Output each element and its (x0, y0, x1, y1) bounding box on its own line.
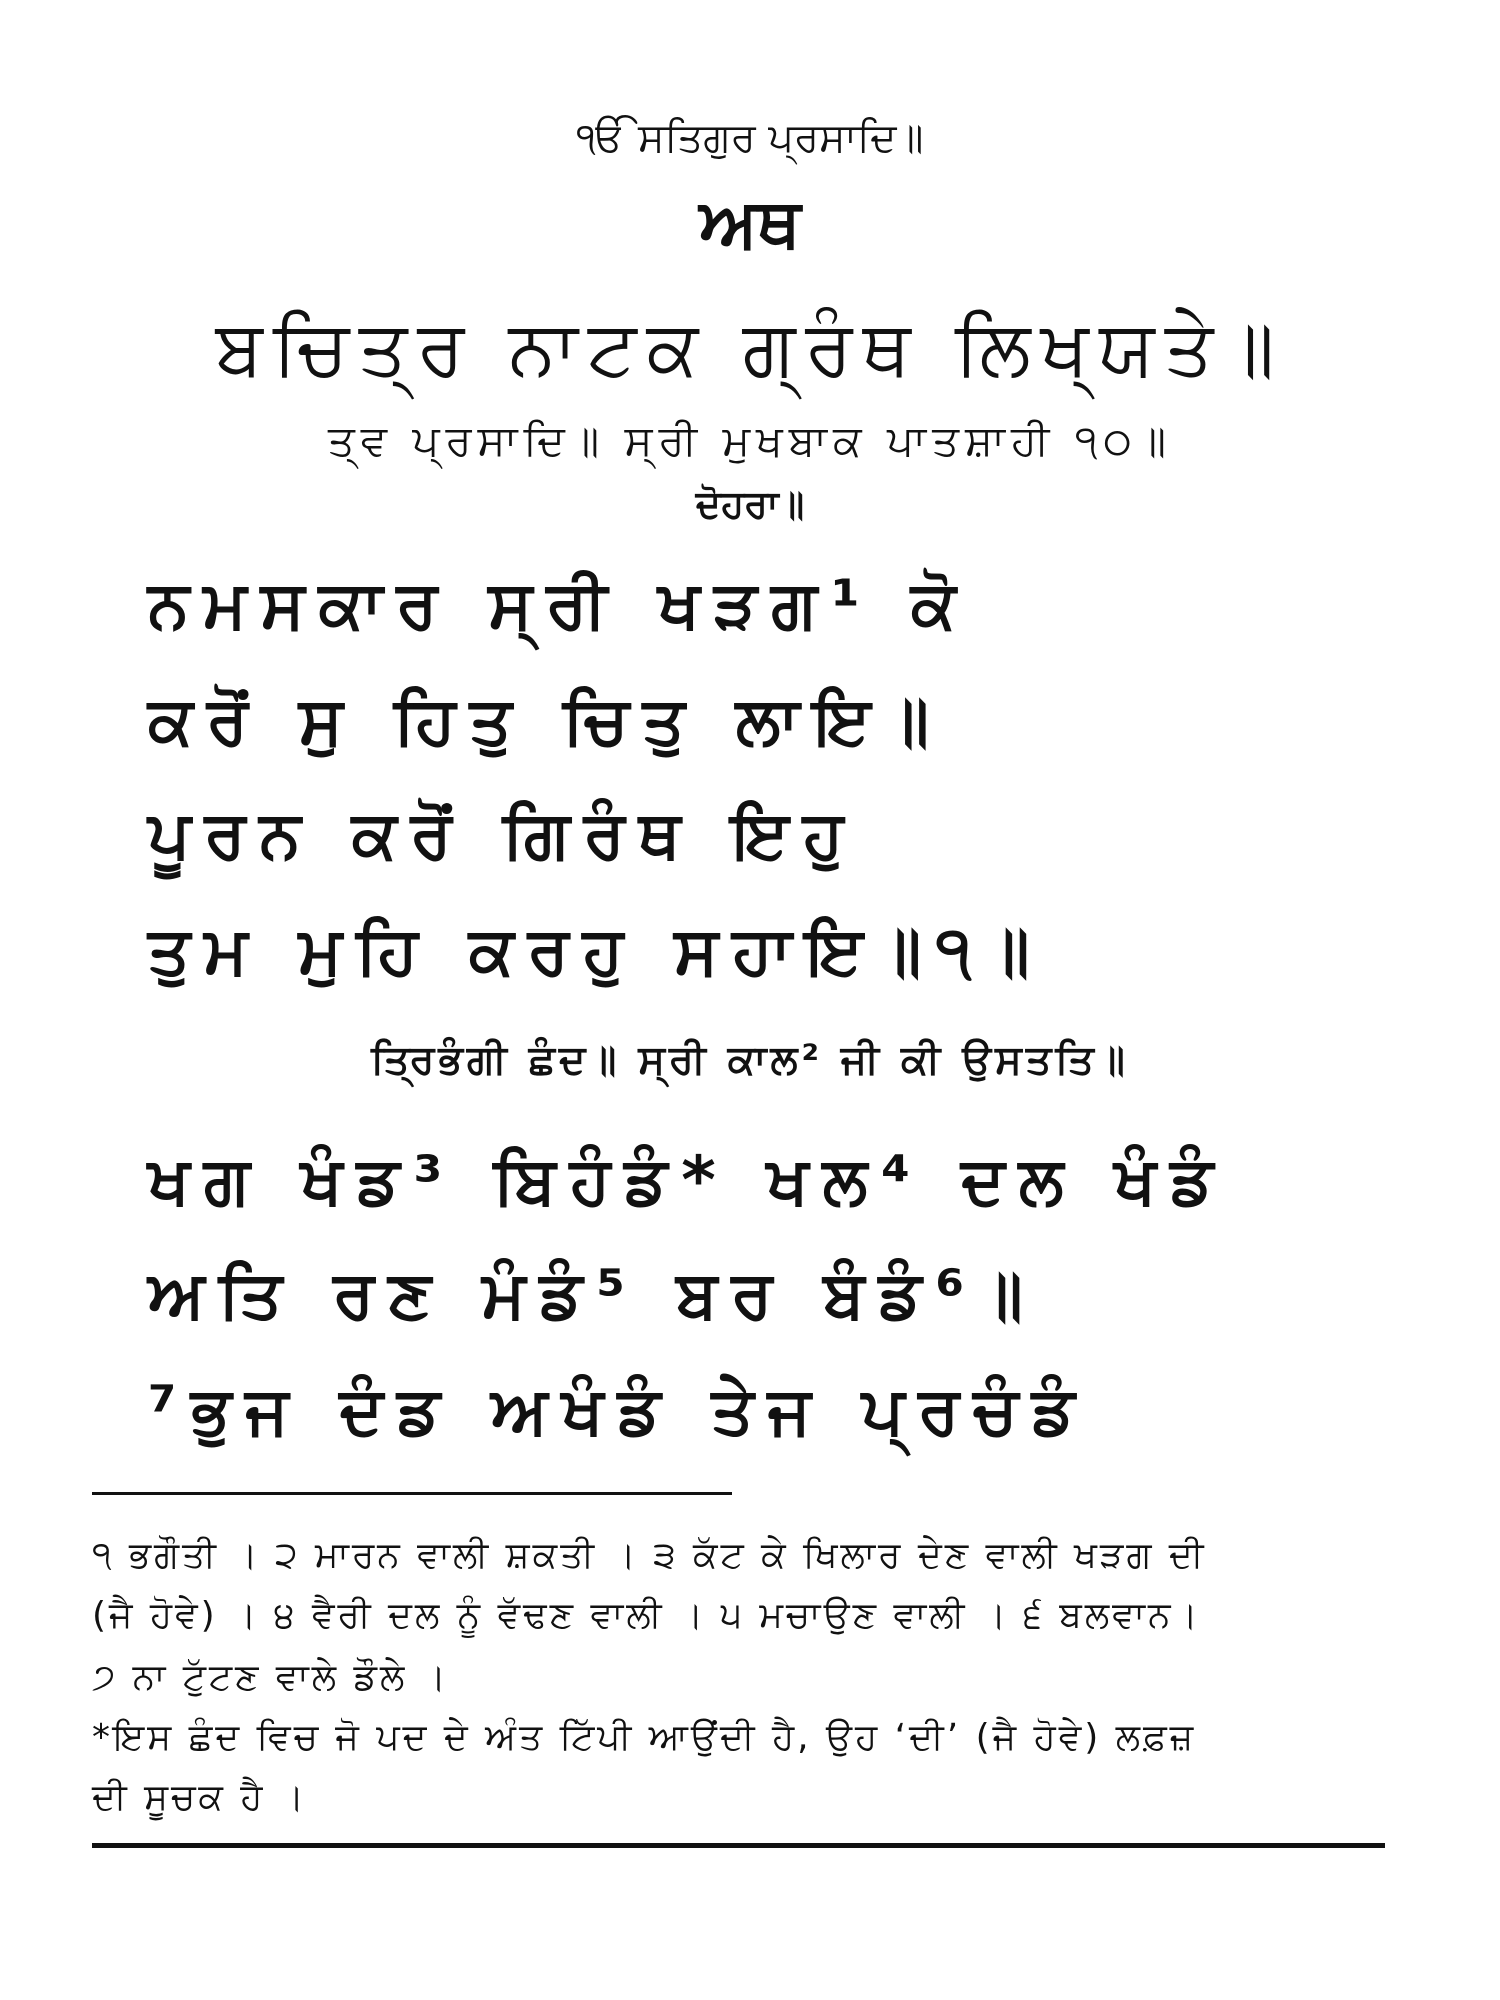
footnote-line: ੭ ਨਾ ਟੁੱਟਣ ਵਾਲੇ ਡੌਲੇ । (92, 1657, 449, 1698)
verse-line: ਪੂਰਨ ਕਰੋਂ ਗਿਰੰਥ ਇਹੁ (148, 796, 858, 873)
mool-mantar: ੴ ਸਤਿਗੁਰ ਪ੍ਰਸਾਦਿ॥ (576, 115, 924, 161)
page-title: ਬਚਿਤ੍ਰ ਨਾਟਕ ਗ੍ਰੰਥ ਲਿਖ੍ਯਤੇ॥ (215, 303, 1285, 392)
verse-line: ਅਤਿ ਰਣ ਮੰਡੰ⁵ ਬਰ ਬੰਡੰ⁶॥ (148, 1256, 1037, 1333)
bottom-rule (92, 1843, 1385, 1848)
footnote-line: ਦੀ ਸੂਚਕ ਹੈ । (92, 1777, 308, 1818)
verse-line: ⁷ਭੁਜ ਦੰਡ ਅਖੰਡੰ ਤੇਜ ਪ੍ਰਚੰਡੰ (148, 1372, 1089, 1449)
verse-line: ਤੁਮ ਮੁਹਿ ਕਰਹੁ ਸਹਾਇ॥੧॥ (148, 912, 1044, 989)
footnote-divider (92, 1492, 732, 1495)
footnote-line: (ਜੈ ਹੋਵੇ) । ੪ ਵੈਰੀ ਦਲ ਨੂੰ ਵੱਢਣ ਵਾਲੀ । ੫ ਮਚਾਉਣ ਵਾਲੀ । ੬ ਬਲਵਾਨ। (92, 1595, 1201, 1636)
subtitle: ਤ੍ਵ ਪ੍ਰਸਾਦਿ॥ ਸ੍ਰੀ ਮੁਖਬਾਕ ਪਾਤਸ਼ਾਹੀ ੧੦॥ (327, 416, 1173, 465)
dohra-label: ਦੋਹਰਾ॥ (695, 482, 805, 526)
chhand-heading: ਤ੍ਰਿਭੰਗੀ ਛੰਦ॥ ਸ੍ਰੀ ਕਾਲ² ਜੀ ਕੀ ਉਸਤਤਿ॥ (371, 1037, 1129, 1083)
verse-line: ਖਗ ਖੰਡ³ ਬਿਹੰਡੰ* ਖਲ⁴ ਦਲ ਖੰਡੰ (148, 1142, 1228, 1219)
footnote-line: ੧ ਭਗੌਤੀ । ੨ ਮਾਰਨ ਵਾਲੀ ਸ਼ਕਤੀ । ੩ ਕੱਟ ਕੇ ਖਿਲਾਰ ਦੇਣ ਵਾਲੀ ਖੜਗ ਦੀ (92, 1535, 1207, 1576)
verse-line: ਨਮਸਕਾਰ ਸ੍ਰੀ ਖੜਗ¹ ਕੋ (148, 566, 970, 643)
verse-line: ਕਰੋਂ ਸੁ ਹਿਤੁ ਚਿਤੁ ਲਾਇ॥ (148, 682, 944, 759)
footnote-line: *ਇਸ ਛੰਦ ਵਿਚ ਜੋ ਪਦ ਦੇ ਅੰਤ ਟਿੱਪੀ ਆਉਂਦੀ ਹੈ, ਉਹ ‘ਦੀ’ (ਜੈ ਹੋਵੇ) ਲਫ਼ਜ਼ (92, 1717, 1197, 1758)
ath-heading: ਅਥ (699, 184, 801, 263)
